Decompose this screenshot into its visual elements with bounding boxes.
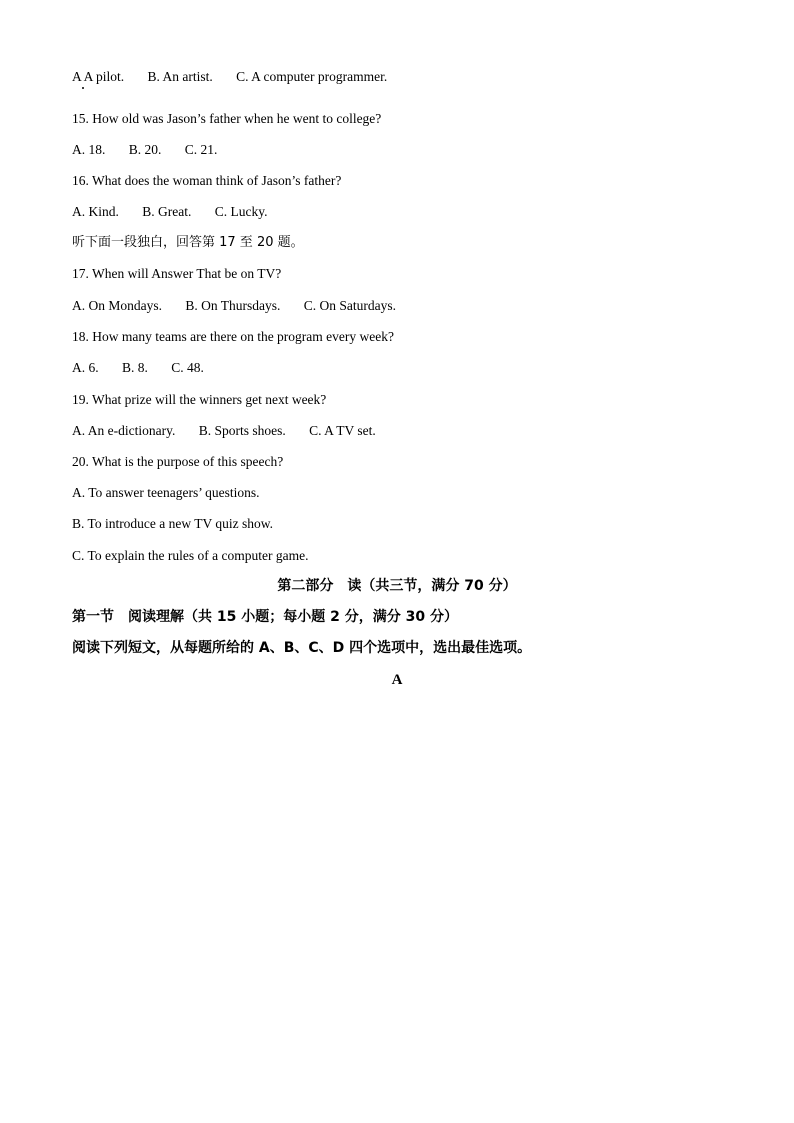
section1-title: 第一节 阅读理解（共 15 小题；每小题 2 分，满分 30 分） — [72, 609, 458, 625]
stray-dot — [82, 87, 84, 89]
q16-option-c: C. Lucky. — [214, 204, 268, 219]
passage-label: A — [391, 672, 403, 688]
q14-options — [72, 68, 387, 86]
q19-option-a: A. An e-dictionary. — [72, 423, 176, 438]
q17-options — [72, 297, 396, 315]
q18-question: 18. How many teams are there on the program every week? — [72, 329, 394, 344]
q14-option-c: C. A computer programmer. — [236, 69, 388, 84]
q17-question: 17. When will Answer That be on TV? — [72, 266, 282, 281]
q15-options — [72, 141, 217, 159]
reading-instruction: 阅读下列短文，从每题所给的 A、B、C、D 四个选项中，选出最佳选项。 — [72, 640, 532, 656]
q18-option-b: B. 8. — [122, 360, 148, 375]
q19-option-c: C. A TV set. — [309, 423, 376, 438]
q17-option-a: A. On Mondays. — [72, 298, 162, 313]
q19-question: 19. What prize will the winners get next week? — [72, 392, 327, 407]
q14-option-b: B. An artist. — [147, 69, 213, 84]
part2-title: 第二部分 读（共三节，满分 70 分） — [277, 578, 517, 594]
q16-options — [72, 203, 267, 221]
q16-option-b: B. Great. — [142, 204, 192, 219]
q16-option-a: A. Kind. — [72, 204, 119, 219]
q15-option-b: B. 20. — [128, 142, 162, 157]
q15-option-c: C. 21. — [184, 142, 218, 157]
q19-option-b: B. Sports shoes. — [198, 423, 286, 438]
q18-option-a: A. 6. — [72, 360, 99, 375]
q19-options — [72, 422, 376, 440]
q20-option-a: A. To answer teenagers’ questions. — [72, 485, 260, 500]
q20-question: 20. What is the purpose of this speech? — [72, 454, 284, 469]
instruction-17-20: 听下面一段独白，回答第 17 至 20 题。 — [72, 235, 304, 250]
q15-question: 15. How old was Jason’s father when he went to college? — [72, 111, 382, 126]
q17-option-c: C. On Saturdays. — [303, 298, 397, 313]
q17-option-b: B. On Thursdays. — [185, 298, 281, 313]
q18-options — [72, 359, 204, 377]
q20-option-b: B. To introduce a new TV quiz show. — [72, 516, 274, 531]
q15-option-a: A. 18. — [72, 142, 106, 157]
q16-question: 16. What does the woman think of Jason’s father? — [72, 173, 342, 188]
q18-option-c: C. 48. — [171, 360, 204, 375]
q20-option-c: C. To explain the rules of a computer game. — [72, 548, 309, 563]
q14-option-a: A A pilot. — [72, 69, 125, 84]
